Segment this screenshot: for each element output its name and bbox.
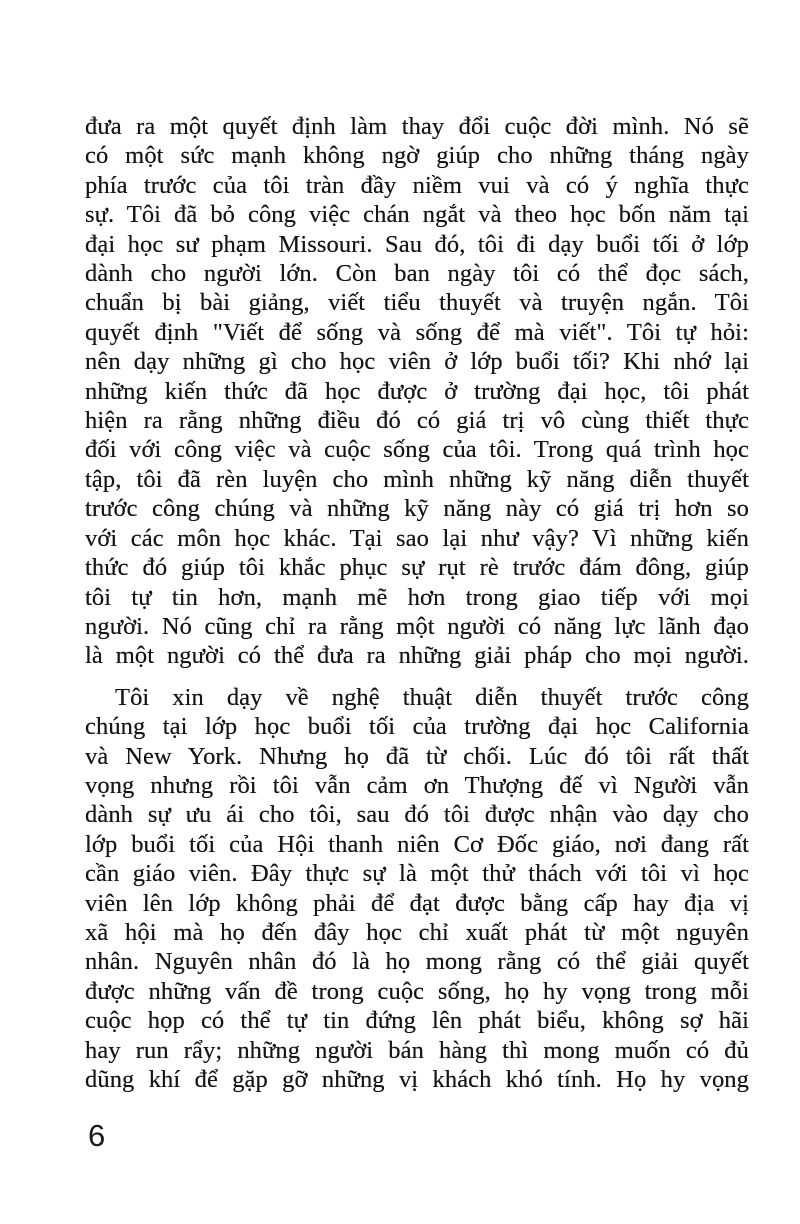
text-line: cuộc họp có thể tự tin đứng lên phát biểu, không sợ hãi [85,1007,749,1035]
text-line: được những vấn đề trong cuộc sống, họ hy vọng trong mỗi [85,977,749,1005]
text-line: Tôi xin dạy về nghệ thuật diễn thuyết trước công [115,683,749,711]
text-line: với các môn học khác. Tại sao lại như vậy? Vì những kiến [85,524,749,552]
text-line: tập, tôi đã rèn luyện cho mình những kỹ năng diễn thuyết [85,465,749,493]
text-line: chuẩn bị bài giảng, viết tiểu thuyết và truyện ngắn. Tôi [85,289,749,317]
page-number: 6 [88,1118,106,1153]
text-line: xã hội mà họ đến đây học chỉ xuất phát từ một nguyên [85,918,749,946]
text-line: có một sức mạnh không ngờ giúp cho những tháng ngày [85,142,749,170]
text-line: thức đó giúp tôi khắc phục sự rụt rè trước đám đông, giúp [85,554,749,582]
text-line: trước công chúng và những kỹ năng này có giá trị hơn so [85,495,749,523]
text-line: quyết định "Viết để sống và sống để mà viết". Tôi tự hỏi: [85,318,749,346]
text-line: phía trước của tôi tràn đầy niềm vui và có ý nghĩa thực [85,171,749,199]
text-line: hay run rẩy; những người bán hàng thì mong muốn có đủ [85,1036,749,1064]
text-line: đại học sư phạm Missouri. Sau đó, tôi đi dạy buổi tối ở lớp [85,230,749,258]
text-line: đối với công việc và cuộc sống của tôi. Trong quá trình học [85,436,749,464]
paragraph-2 [85,683,749,1095]
text-line: nhân. Nguyên nhân đó là họ mong rằng có thể giải quyết [85,948,749,976]
paragraph-1 [85,112,749,671]
text-line: hiện ra rằng những điều đó có giá trị vô cùng thiết thực [85,407,749,435]
text-line: cần giáo viên. Đây thực sự là một thử thách với tôi vì học [85,860,749,888]
text-line: đưa ra một quyết định làm thay đổi cuộc đời mình. Nó sẽ [85,113,749,140]
text-line: vọng nhưng rồi tôi vẫn cảm ơn Thượng đế vì Người vẫn [85,771,749,799]
text-line: chúng tại lớp học buổi tối của trường đại học California [85,713,749,741]
text-line: và New York. Nhưng họ đã từ chối. Lúc đó tôi rất thất [85,742,749,770]
text-line: dành sự ưu ái cho tôi, sau đó tôi được nhận vào dạy cho [85,801,749,829]
text-line: người. Nó cũng chỉ ra rằng một người có năng lực lãnh đạo [85,612,749,640]
text-block [85,112,749,1094]
text-line: dũng khí để gặp gỡ những vị khách khó tính. Họ hy vọng [85,1066,749,1093]
text-line: viên lên lớp không phải để đạt được bằng cấp hay địa vị [85,889,749,917]
text-line: sự. Tôi đã bỏ công việc chán ngắt và theo học bốn năm tại [85,201,749,229]
text-line: những kiến thức đã học được ở trường đại học, tôi phát [85,377,749,405]
text-line: lớp buổi tối của Hội thanh niên Cơ Đốc giáo, nơi đang rất [85,830,749,858]
text-line: là một người có thể đưa ra những giải pháp cho mọi người. [85,642,749,670]
text-line: dành cho người lớn. Còn ban ngày tôi có thể đọc sách, [85,260,749,288]
text-line: tôi tự tin hơn, mạnh mẽ hơn trong giao tiếp với mọi [85,583,749,611]
text-line: nên dạy những gì cho học viên ở lớp buổi tối? Khi nhớ lại [85,348,749,376]
